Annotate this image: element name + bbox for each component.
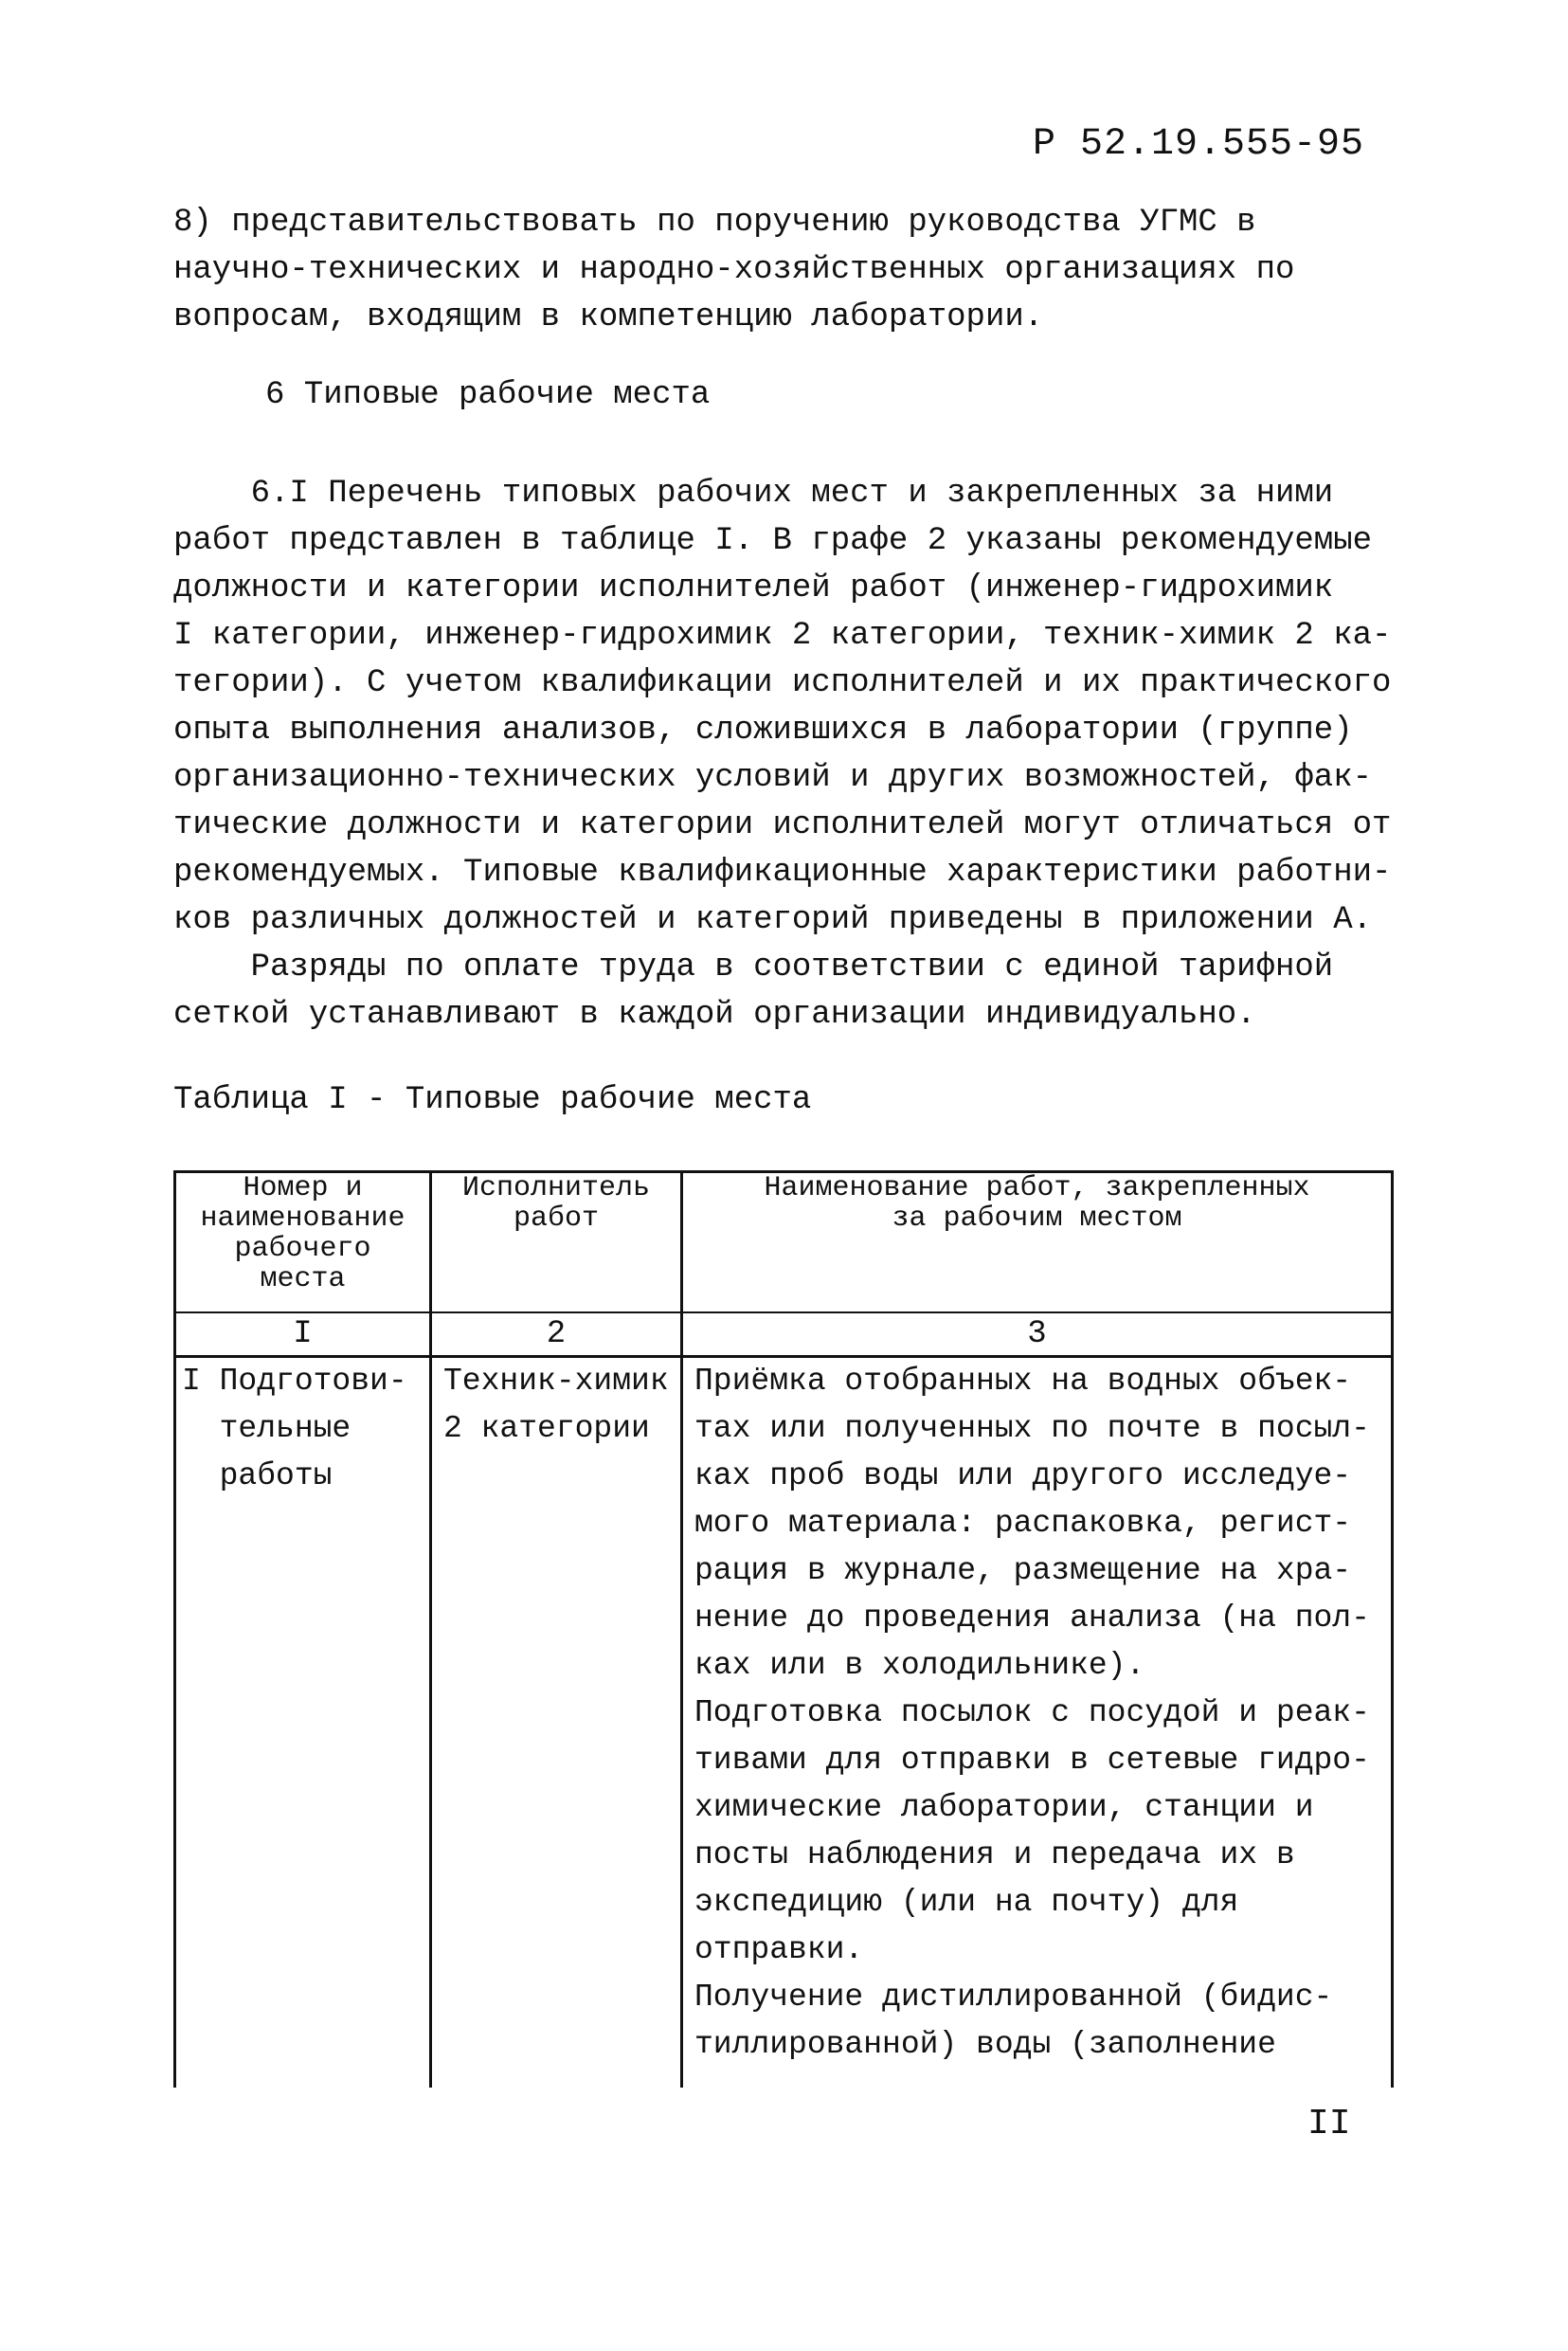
paragraph-pay-grades	[173, 944, 1396, 1039]
workplace-cell	[175, 1357, 431, 2089]
column-number: 2	[431, 1312, 682, 1357]
page-number: II	[1307, 2104, 1351, 2144]
cell-line: химические лаборатории, станции и	[694, 1790, 1314, 1825]
section-heading: 6 Типовые рабочие места	[265, 377, 711, 413]
paragraph-line: Разряды по оплате труда в соответствии с единой тарифной	[173, 949, 1334, 986]
cell-line: тиллированной) воды (заполнение	[694, 2027, 1276, 2062]
cell-line: экспедицию (или на почту) для	[694, 1885, 1239, 1920]
cell-line: тельные	[182, 1411, 351, 1446]
header-cell-performer	[431, 1172, 682, 1313]
paragraph-line: организационно-технических условий и других возможностей, фак-	[173, 760, 1373, 796]
column-number: I	[175, 1312, 431, 1357]
cell-line: тивами для отправки в сетевые гидро-	[694, 1743, 1370, 1778]
paragraph-line: рекомендуемых. Типовые квалификационные характеристики работни-	[173, 855, 1392, 891]
cell-line: Получение дистиллированной (бидис-	[694, 1980, 1333, 2015]
header-line: Исполнитель	[461, 1172, 651, 1204]
cell-line: мого материала: распаковка, регист-	[694, 1506, 1352, 1541]
header-line: Наименование работ, закрепленных	[764, 1172, 1310, 1204]
header-cell-works	[682, 1172, 1393, 1313]
cell-line: отправки.	[694, 1932, 864, 1967]
performer-cell	[431, 1357, 682, 2089]
cell-line: нение до проведения анализа (на пол-	[694, 1600, 1370, 1636]
paragraph-line: I категории, инженер-гидрохимик 2 категории, техник-химик 2 ка-	[173, 618, 1392, 654]
header-line: работ	[513, 1203, 599, 1235]
paragraph-line: научно-технических и народно-хозяйственных организациях по	[173, 252, 1295, 288]
cell-line: Техник-химик	[443, 1364, 669, 1399]
header-line: Номер и	[243, 1172, 363, 1204]
table-row	[175, 1357, 1393, 2089]
header-line: за рабочим местом	[892, 1203, 1182, 1235]
intro-item-paragraph	[173, 199, 1396, 341]
cell-line: 2 категории	[443, 1411, 650, 1446]
table-header-row	[175, 1172, 1393, 1313]
cell-line: ках проб воды или другого исследуе-	[694, 1458, 1352, 1493]
header-line: наименование	[200, 1203, 406, 1235]
workplaces-table	[173, 1170, 1394, 2088]
paragraph-line: сеткой устанавливают в каждой организации индивидуально.	[173, 997, 1256, 1033]
works-cell	[682, 1357, 1393, 2089]
paragraph-line: вопросам, входящим в компетенцию лаборатории.	[173, 299, 1044, 335]
paragraph-line: ков различных должностей и категорий приведены в приложении А.	[173, 902, 1373, 938]
cell-line: работы	[182, 1458, 333, 1493]
table-caption: Таблица I - Типовые рабочие места	[173, 1082, 812, 1118]
cell-line: посты наблюдения и передача их в	[694, 1837, 1295, 1872]
cell-line: I Подготови-	[182, 1364, 407, 1399]
header-line: рабочего	[234, 1233, 371, 1265]
paragraph-line: должности и категории исполнителей работ (инженер-гидрохимик	[173, 570, 1334, 606]
document-code: Р 52.19.555-95	[1033, 123, 1365, 166]
header-cell-workplace	[175, 1172, 431, 1313]
cell-line: Подготовка посылок с посудой и реак-	[694, 1695, 1370, 1730]
cell-line: ках или в холодильнике).	[694, 1648, 1145, 1683]
paragraph-line: опыта выполнения анализов, сложившихся в лаборатории (группе)	[173, 713, 1353, 749]
paragraph-line: работ представлен в таблице I. В графе 2 указаны рекомендуемые	[173, 523, 1373, 559]
column-number: 3	[682, 1312, 1393, 1357]
cell-line: тах или полученных по почте в посыл-	[694, 1411, 1370, 1446]
paragraph-line: 6.I Перечень типовых рабочих мест и закрепленных за ними	[173, 476, 1334, 512]
column-number-row	[175, 1312, 1393, 1357]
cell-line: Приёмка отобранных на водных объек-	[694, 1364, 1352, 1399]
paragraph-line: тегории). С учетом квалификации исполнителей и их практического	[173, 665, 1392, 701]
paragraph-6-1	[173, 470, 1396, 944]
header-line: места	[260, 1263, 346, 1295]
paragraph-line: 8) представительствовать по поручению руководства УГМС в	[173, 205, 1256, 241]
paragraph-line: тические должности и категории исполнителей могут отличаться от	[173, 807, 1392, 843]
cell-line: рация в журнале, размещение на хра-	[694, 1553, 1352, 1588]
